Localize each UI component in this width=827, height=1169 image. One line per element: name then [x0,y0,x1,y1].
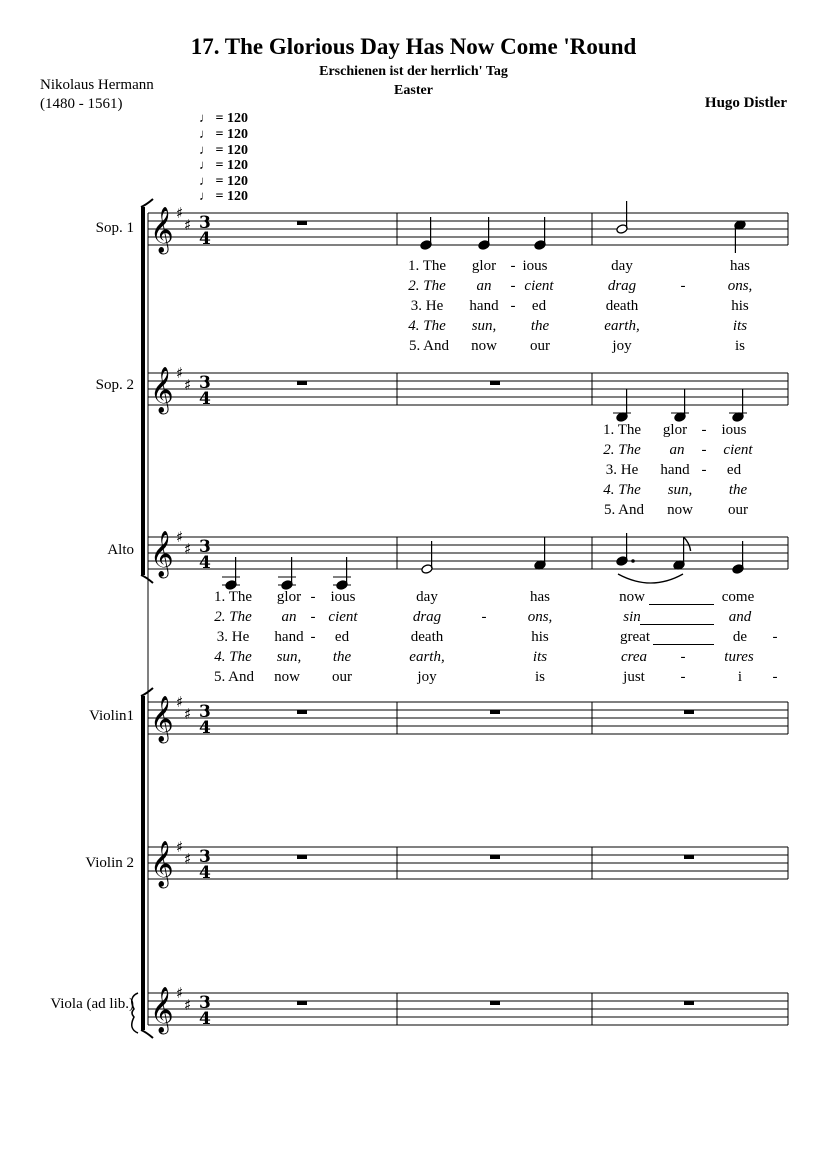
whole-rest [684,855,694,859]
lyric-alto: day [416,589,438,605]
tempo-mark: ♩ = 120 [199,173,248,189]
lyric-alto: has [530,589,550,605]
sharp-icon: ♯ [184,216,192,234]
lyric-alto: and [728,609,752,625]
lyric-alto: - [772,669,778,685]
time-signature-bottom: 4 [199,1009,211,1029]
time-signature-bottom: 4 [199,718,211,738]
quarter-note-icon: ♩ [199,142,212,157]
lyric-sop1: the [530,318,550,334]
time-signature-bottom: 4 [199,389,211,409]
choir-bracket-cap [141,199,153,207]
whole-rest [297,221,307,225]
lyric-sop1: has [730,258,750,274]
lyric-extender [640,624,714,625]
lyric-sop1: now [471,338,497,354]
lyric-sop1: - [680,278,686,294]
occasion: Easter [394,83,433,98]
augmentation-dot [631,559,635,563]
poet-dates: (1480 - 1561) [40,96,123,112]
whole-rest [684,1001,694,1005]
whole-rest [490,855,500,859]
lyric-sop2: an [669,442,685,458]
time-signature-bottom: 4 [199,863,211,883]
lyric-sop1: an [476,278,492,294]
lyric-alto: an [281,609,297,625]
choir-bracket [141,207,145,575]
staff-label-viola: Viola (ad lib.) [50,996,134,1012]
lyric-sop2: the [728,482,748,498]
lyric-alto: the [332,649,352,665]
strings-bracket-cap [141,688,153,696]
lyric-sop1: our [530,338,550,354]
lyric-sop1: is [734,338,746,354]
lyric-alto: ious [330,589,356,605]
quarter-note-icon: ♩ [199,173,212,188]
lyric-sop1: 4. The [408,318,446,334]
lyric-sop1: 1. The [407,258,447,274]
lyric-alto: just [623,669,645,685]
treble-clef-icon: 𝄞 [150,841,174,887]
lyric-alto: cient [328,609,358,625]
lyric-sop2: 4. The [603,482,641,498]
treble-clef-icon: 𝄞 [150,987,174,1033]
lyric-sop2: cient [723,442,753,458]
lyric-sop1: 5. And [408,338,450,354]
whole-rest [490,381,500,385]
lyric-alto: death [410,629,444,645]
whole-rest [297,1001,307,1005]
lyric-sop1: sun, [471,318,497,334]
sharp-icon: ♯ [176,528,184,546]
time-signature-top: 3 [199,213,211,233]
lyric-sop1: drag [607,278,637,294]
quarter-note-icon: ♩ [199,188,212,203]
lyric-alto: drag [412,609,442,625]
lyric-sop2: 5. And [603,502,645,518]
time-signature-top: 3 [199,373,211,393]
lyric-alto: 3. He [216,629,250,645]
whole-rest [297,381,307,385]
lyric-sop2: our [728,502,748,518]
lyric-alto: glor [276,589,302,605]
whole-rest [297,855,307,859]
sharp-icon: ♯ [176,204,184,222]
lyric-alto: ed [334,629,350,645]
sharp-icon: ♯ [176,984,184,1002]
page-title: 17. The Glorious Day Has Now Come 'Round [190,34,637,59]
lyric-sop1: joy [612,338,632,354]
slur [618,574,683,583]
lyric-alto: ons, [527,609,553,625]
lyric-alto: 1. The [213,589,253,605]
whole-rest [684,710,694,714]
lyric-alto: earth, [409,649,445,665]
lyric-sop2: - [701,422,707,438]
lyric-alto: - [680,649,686,665]
lyric-alto: - [310,589,316,605]
lyric-alto: great [620,629,650,645]
lyric-alto: sin [623,609,641,625]
lyric-alto: tures [724,649,754,665]
lyric-alto: now [274,669,300,685]
staff-label-violin2: Violin 2 [85,855,134,871]
lyric-alto: joy [417,669,437,685]
lyric-alto: 4. The [214,649,252,665]
staff-label-violin1: Violin1 [89,708,134,724]
lyric-alto: sun, [276,649,302,665]
lyric-alto: 2. The [214,609,252,625]
lyric-alto: his [531,629,549,645]
lyric-alto: 5. And [213,669,255,685]
lyric-sop1: - [510,298,516,314]
lyric-sop1: earth, [604,318,640,334]
quarter-note-icon: ♩ [199,126,212,141]
sharp-icon: ♯ [184,705,192,723]
time-signature-top: 3 [199,537,211,557]
lyric-alto: - [680,669,686,685]
time-signature-top: 3 [199,993,211,1013]
lyric-sop2: 1. The [602,422,642,438]
lyric-alto: de [732,629,748,645]
lyric-alto: - [481,609,487,625]
lyric-alto: hand [274,629,304,645]
lyric-alto: - [310,609,316,625]
lyric-sop1: ons, [727,278,753,294]
tempo-mark: ♩ = 120 [199,110,248,126]
composer-credit: Hugo Distler [704,95,787,111]
strings-bracket [141,696,145,1030]
lyric-sop2: glor [662,422,688,438]
tempo-mark: ♩ = 120 [199,188,248,204]
lyric-alto: is [534,669,546,685]
lyric-sop1: - [510,258,516,274]
lyric-sop1: his [731,298,749,314]
time-signature-top: 3 [199,702,211,722]
quarter-note-icon: ♩ [199,110,212,125]
lyric-sop2: 2. The [603,442,641,458]
sharp-icon: ♯ [176,693,184,711]
treble-clef-icon: 𝄞 [150,696,174,742]
whole-rest [297,710,307,714]
lyric-extender [649,604,714,605]
lyric-sop2: ious [721,422,747,438]
whole-rest [490,1001,500,1005]
lyric-alto: - [310,629,316,645]
lyric-sop1: 2. The [408,278,446,294]
sharp-icon: ♯ [184,376,192,394]
staff-label-sop1: Sop. 1 [95,220,134,236]
time-signature-bottom: 4 [199,229,211,249]
tempo-mark: ♩ = 120 [199,126,248,142]
lyric-sop2: - [701,462,707,478]
lyric-sop1: - [510,278,516,294]
lyric-sop1: its [732,318,748,334]
lyric-sop2: sun, [667,482,693,498]
lyric-sop1: death [605,298,639,314]
lyric-alto: i [737,669,743,685]
lyric-sop1: ed [531,298,547,314]
lyric-alto: our [332,669,352,685]
tempo-mark: ♩ = 120 [199,142,248,158]
staff-label-alto: Alto [107,542,134,558]
viola-brace [132,993,138,1033]
lyric-sop1: day [611,258,633,274]
eighth-flag [684,537,691,551]
poet-name: Nikolaus Hermann [40,77,154,93]
lyric-extender [653,644,714,645]
lyric-alto: its [532,649,548,665]
lyric-sop2: 3. He [605,462,639,478]
lyric-alto: come [721,589,755,605]
lyric-alto: - [772,629,778,645]
quarter-note-icon: ♩ [199,157,212,172]
time-signature-top: 3 [199,847,211,867]
treble-clef-icon: 𝄞 [150,367,174,413]
sharp-icon: ♯ [176,838,184,856]
sharp-icon: ♯ [184,540,192,558]
lyric-sop1: ious [522,258,548,274]
lyric-alto: now [619,589,645,605]
treble-clef-icon: 𝄞 [150,207,174,253]
lyric-sop2: ed [726,462,742,478]
lyric-sop1: cient [524,278,554,294]
tempo-mark: ♩ = 120 [199,157,248,173]
sharp-icon: ♯ [176,364,184,382]
time-signature-bottom: 4 [199,553,211,573]
lyric-sop2: now [667,502,693,518]
lyric-alto: crea [620,649,648,665]
treble-clef-icon: 𝄞 [150,531,174,577]
staff-label-sop2: Sop. 2 [95,377,134,393]
sharp-icon: ♯ [184,850,192,868]
lyric-sop1: hand [469,298,499,314]
subtitle: Erschienen ist der herrlich' Tag [319,64,508,79]
whole-rest [490,710,500,714]
lyric-sop2: - [701,442,707,458]
sharp-icon: ♯ [184,996,192,1014]
lyric-sop1: 3. He [410,298,444,314]
lyric-sop2: hand [660,462,690,478]
lyric-sop1: glor [471,258,497,274]
